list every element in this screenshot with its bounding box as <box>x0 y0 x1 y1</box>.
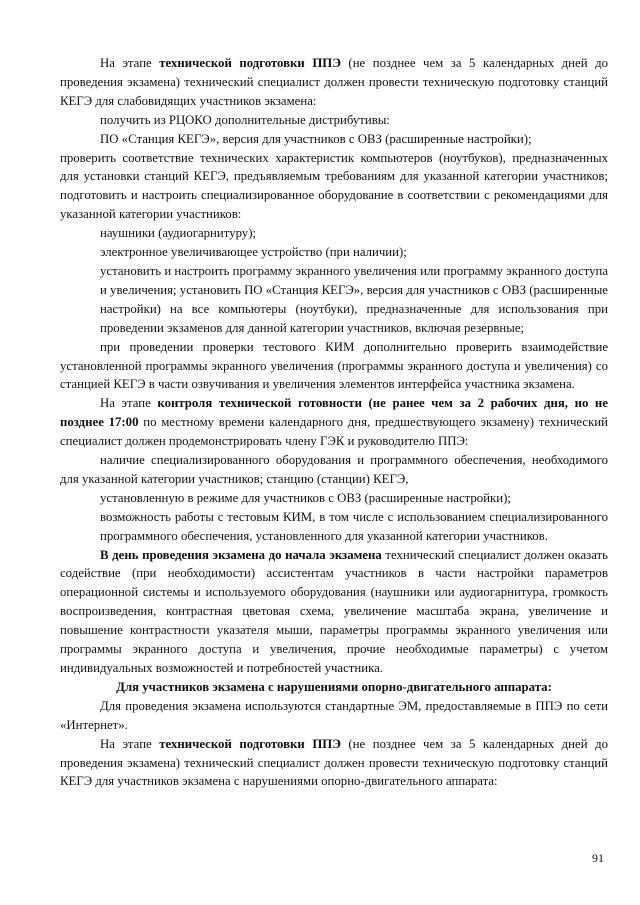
page-number: 91 <box>592 851 604 865</box>
text-run: получить из РЦОКО дополнительные дистрибутивы: <box>100 112 390 127</box>
text-run: (не позднее чем за 5 календарных дней до проведения экзамена) технический специалист должен провести техническую подготовку станций КЕГЭ для участников экзамена с нарушениями опорно-двигательного аппарата: <box>60 736 608 789</box>
paragraph <box>60 243 608 262</box>
paragraph <box>60 508 608 546</box>
text-run: проверить соответствие технических характеристик компьютеров (ноутбуков), предназначенных для установки станций КЕГЭ, предъявляемым требованиям для указанной категории участников; подготовить и настроить специализированное оборудование в соответствии с рекомендациями для указанной категории участников: <box>60 150 608 222</box>
bold-text: контроля технической готовности (не ранее чем за 2 рабочих дня, но не позднее 17:00 <box>60 396 608 430</box>
text-run: возможность работы с тестовым КИМ, в том числе с использованием специализированного программного обеспечения, установленного для указанной категории участников. <box>100 509 608 543</box>
paragraph <box>60 130 608 149</box>
text-run: электронное увеличивающее устройство (при наличии); <box>100 245 407 260</box>
paragraph <box>60 54 608 111</box>
text-run: установленную в режиме для участников с ОВЗ (расширенные настройки); <box>100 490 511 505</box>
text-run: Для участников экзамена с нарушениями опорно-двигательного аппарата: <box>116 679 552 694</box>
paragraph <box>60 451 608 489</box>
text-run: (не позднее чем за 5 календарных дней до проведения экзамена) технический специалист должен провести техническую подготовку станций КЕГЭ для слабовидящих участников экзамена: <box>60 56 608 108</box>
text-run: ПО «Станция КЕГЭ», версия для участников с ОВЗ (расширенные настройки); <box>100 131 532 146</box>
paragraph <box>60 111 608 130</box>
section-heading <box>60 678 608 697</box>
text-run: Для проведения экзамена используются стандартные ЭМ, предоставляемые в ППЭ по сети «Интернет». <box>60 698 608 732</box>
text-run: по местному времени календарного дня, предшествующего экзамену) технический специалист должен продемонстрировать члену ГЭК и руководителю ППЭ: <box>60 415 608 449</box>
text-run: установить и настроить программу экранного увеличения или программу экранного доступа и увеличения; установить ПО «Станция КЕГЭ», версия для участников с ОВЗ (расширенные настройки) на все компьютеры (ноутбуки), предназначенные для использования при проведении экзаменов для данной категории участников, включая резервные; <box>100 263 608 335</box>
bold-text: технической подготовки ППЭ <box>159 736 341 751</box>
text-run: На этапе <box>100 396 158 411</box>
text-run: На этапе <box>100 736 160 751</box>
paragraph <box>60 735 608 792</box>
text-run: На этапе <box>100 56 160 70</box>
body-text <box>60 54 608 791</box>
paragraph <box>60 149 608 225</box>
paragraph <box>60 224 608 243</box>
text-run: наличие специализированного оборудования и программного обеспечения, необходимого для указанной категории участников; станцию (станции) КЕГЭ, <box>60 453 608 486</box>
paragraph <box>60 489 608 508</box>
paragraph <box>60 338 608 395</box>
bold-text: технической подготовки ППЭ <box>159 56 341 70</box>
bold-text: В день проведения экзамена до начала экзамена <box>100 547 382 562</box>
paragraph <box>60 262 608 338</box>
paragraph <box>60 546 608 678</box>
text-run: технический специалист должен оказать содействие (при необходимости) ассистентам участников в части настройки параметров операционной системы и используемого оборудования (наушники или аудиогарнитура, громкость воспроизведения, контрастная цветовая схема, увеличение масштаба экрана, увеличение и повышение контрастности указателя мыши, параметры программы экранного увеличения или программы экранного доступа и увеличения, прочие необходимые параметры) с учетом индивидуальных возможностей и потребностей участника. <box>60 547 608 675</box>
text-run: при проведении проверки тестового КИМ дополнительно проверить взаимодействие установленной программы экранного увеличения (программы экранного доступа и увеличения) со станцией КЕГЭ в части озвучивания и увеличения элементов интерфейса участника экзамена. <box>60 339 608 392</box>
paragraph <box>60 394 608 451</box>
paragraph <box>60 697 608 735</box>
text-run: наушники (аудиогарнитуру); <box>100 226 257 241</box>
